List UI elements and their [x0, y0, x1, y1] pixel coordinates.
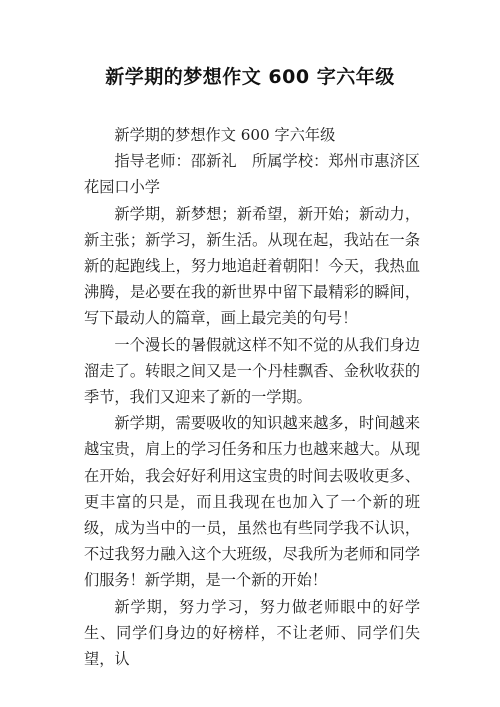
paragraph-subtitle: 新学期的梦想作文 600 字六年级 — [114, 126, 336, 144]
paragraph-study: 新学期，努力学习，努力做老师眼中的好学生、同学们身边的好榜样，不让老师、同学们失望，认 — [84, 597, 420, 669]
paragraph-new-term: 新学期，需要吸收的知识越来越多，时间越来越宝贵，肩上的学习任务和压力也越来越大。从现在开始，我会好好利用这宝贵的时间去吸收更多、更丰富的只是，而且我现在也加入了一个新的班级，成为当中的一员，虽然也有些同学我不认识，不过我努力融入这个大班级，尽我所为老师和同学们服务！新学期，是一个新的开始！ — [84, 414, 420, 590]
paragraph-intro: 新学期，新梦想；新希望，新开始；新动力，新主张；新学习，新生活。从现在起，我站在一条新的起跑线上，努力地追赶着朝阳！今天，我热血沸腾，是必要在我的新世界中留下最精彩的瞬间，写下最动人的篇章，画上最完美的句号！ — [84, 204, 420, 328]
document-title: 新学期的梦想作文 600 字六年级 — [105, 66, 395, 88]
paragraph-summer: 一个漫长的暑假就这样不知不觉的从我们身边溜走了。转眼之间又是一个丹桂飘香、金秋收获的季节，我们又迎来了新的一学期。 — [84, 335, 420, 407]
document-body — [84, 122, 420, 672]
paragraph-teacher-school: 指导老师：邵新礼 所属学校：郑州市惠济区花园口小学 — [84, 152, 420, 197]
